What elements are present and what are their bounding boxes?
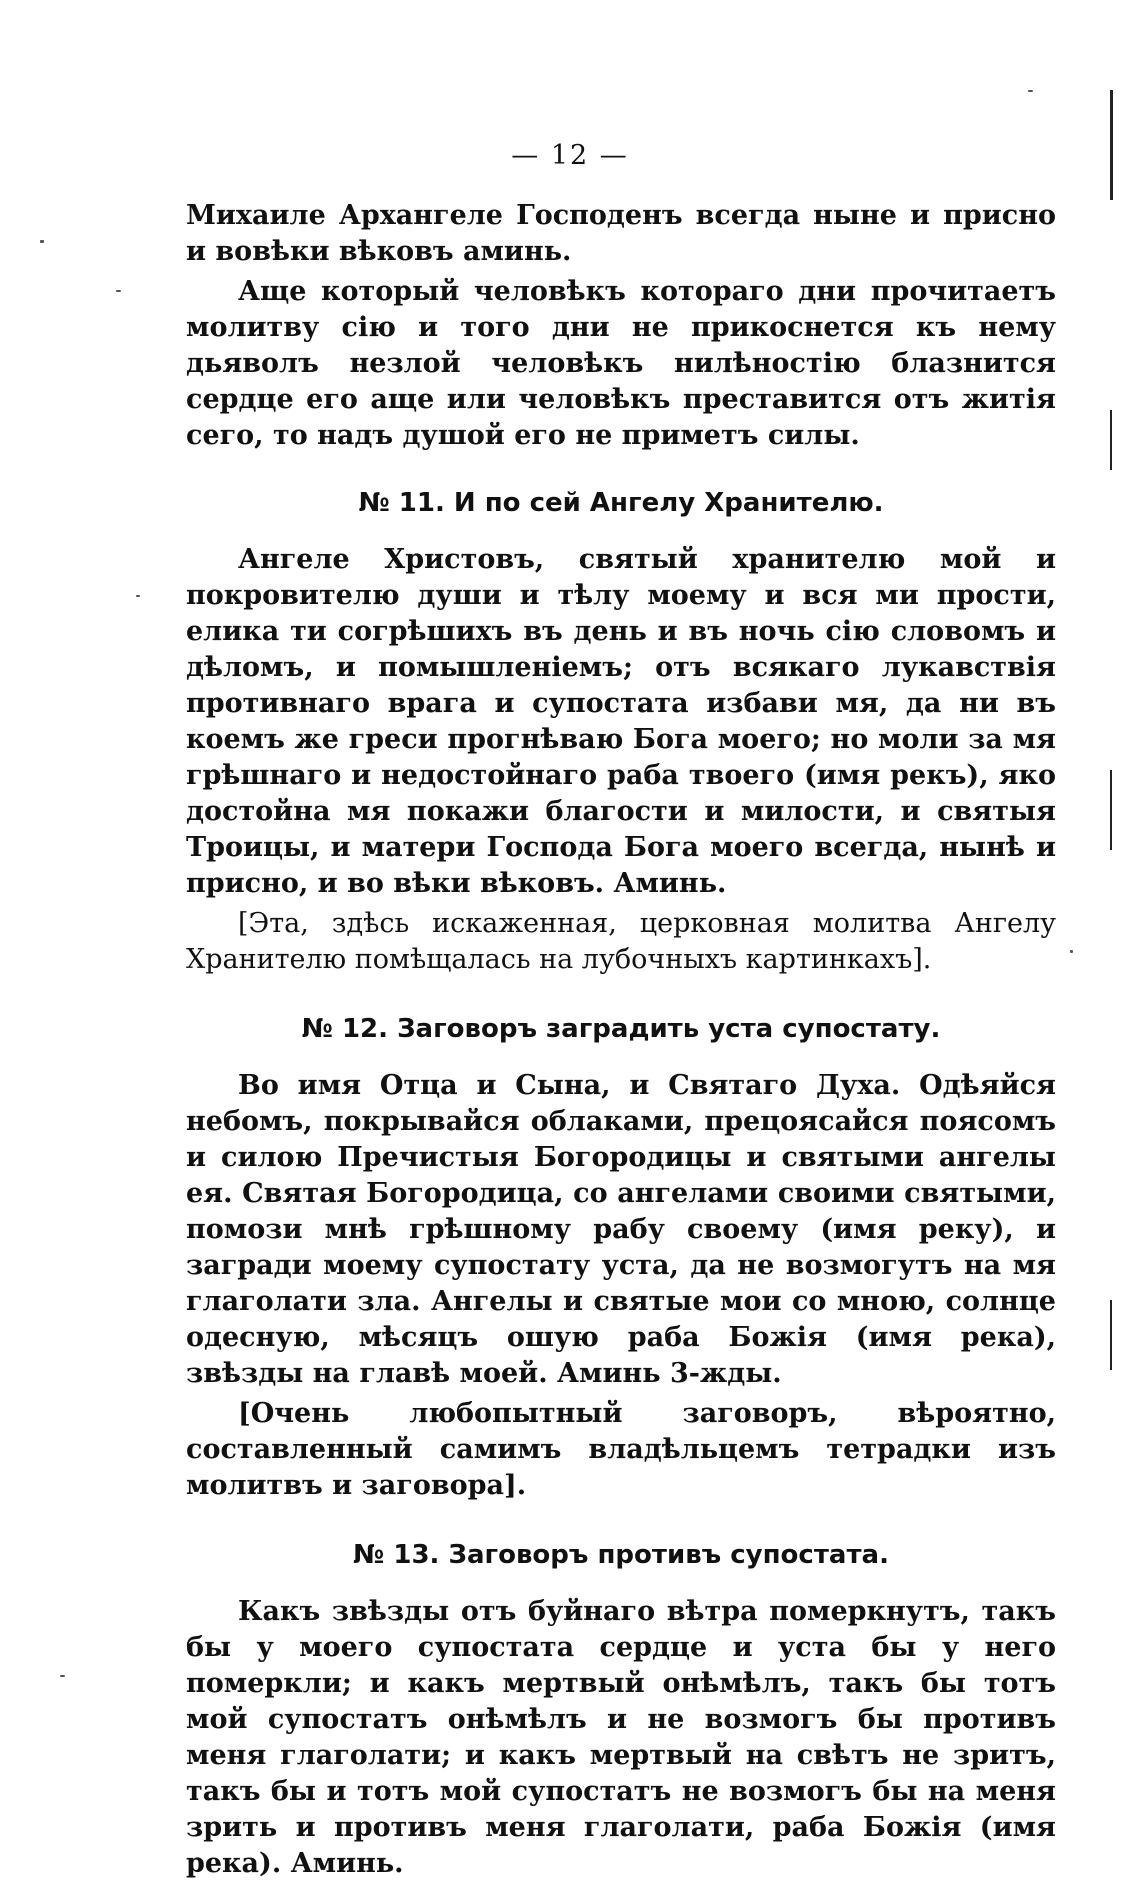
- page-number: — 12 —: [511, 140, 629, 171]
- prayer-note-paragraph: Аще который человѣкъ котораго дни прочитаетъ молитву сiю и того дни не прикоснется къ нему дьяволъ незлой человѣкъ нилѣностiю блазнится сердце его аще или человѣкъ преставится отъ житiя сего, то надъ душой его не приметъ силы.: [186, 276, 1056, 451]
- editor-note-11: [Эта, здѣсь искаженная, церковная молитва Ангелу Хранителю помѣщалась на лубочныхъ картинкахъ].: [186, 908, 1056, 975]
- scan-speck: [116, 290, 121, 292]
- scan-edge-line-top: [1110, 90, 1113, 200]
- scan-edge-line-mid: [1110, 410, 1112, 470]
- page-body: [186, 198, 1056, 1882]
- section-heading-13: № 13. Заговоръ противъ супостата.: [353, 1540, 889, 1570]
- scan-speck: [1028, 90, 1033, 92]
- scan-speck: [60, 1675, 65, 1677]
- scan-speck: [40, 240, 44, 243]
- charm-close-mouth-text: Во имя Отца и Сына, и Святаго Духа. Одѣяйся небомъ, покрывайся облаками, прецоясайся поясомъ и силою Пречистыя Богородицы и святыми ангелы ея. Святая Богородица, со ангелами своими святыми, помози мнѣ грѣшному рабу своему (имя реку), и загради моему супостату уста, да не возмогутъ на мя глаголати зла. Ангелы и святые мои со мною, солнце одесную, мѣсяцъ ошую раба Божiя (имя река), звѣзды на главѣ моей. Аминь 3-жды.: [186, 1070, 1056, 1389]
- section-heading-12: № 12. Заговоръ заградить уста супостату.: [301, 1014, 941, 1044]
- scan-speck: [1070, 950, 1073, 953]
- scan-edge-line-lower: [1110, 770, 1112, 850]
- prayer-ending-paragraph: Михаиле Архангеле Господенъ всегда ныне и присно и вовѣки вѣковъ аминь.: [186, 200, 1056, 267]
- editor-note-12: [Очень любопытный заговоръ, вѣроятно, составленный самимъ владѣльцемъ тетрадки изъ молитвъ и заговора].: [186, 1398, 1056, 1501]
- guardian-angel-prayer: Ангеле Христовъ, святый хранителю мой и покровителю души и тѣлу моему и вся ми прости, елика ти согрѣшихъ въ день и въ ночь сiю словомъ и дѣломъ, и помышленiемъ; отъ всякаго лукавствiя противнаго врага и супостата избави мя, да ни въ коемъ же греси прогнѣваю Бога моего; но моли за мя грѣшнаго и недостойнаго раба твоего (имя рекъ), яко достойна мя покажи благости и милости, и святыя Троицы, и матери Господа Бога моего всегда, нынѣ и присно, и во вѣки вѣковъ. Аминь.: [186, 544, 1056, 899]
- scan-edge-line-bottom: [1110, 1300, 1112, 1370]
- scan-speck: [136, 595, 140, 597]
- charm-against-enemy-text: Какъ звѣзды отъ буйнаго вѣтра померкнутъ, такъ бы у моего супостата сердце и уста бы у него померкли; и какъ мертвый онѣмѣлъ, такъ бы тотъ мой супостатъ онѣмѣлъ и не возмогъ бы противъ меня глаголати; и какъ мертвый на свѣтъ не зритъ, такъ бы и тотъ мой супостатъ не возмогъ бы на меня зрить и противъ меня глаголати, раба Божiя (имя река). Аминь.: [186, 1596, 1056, 1879]
- section-heading-11: № 11. И по сей Ангелу Хранителю.: [358, 488, 884, 518]
